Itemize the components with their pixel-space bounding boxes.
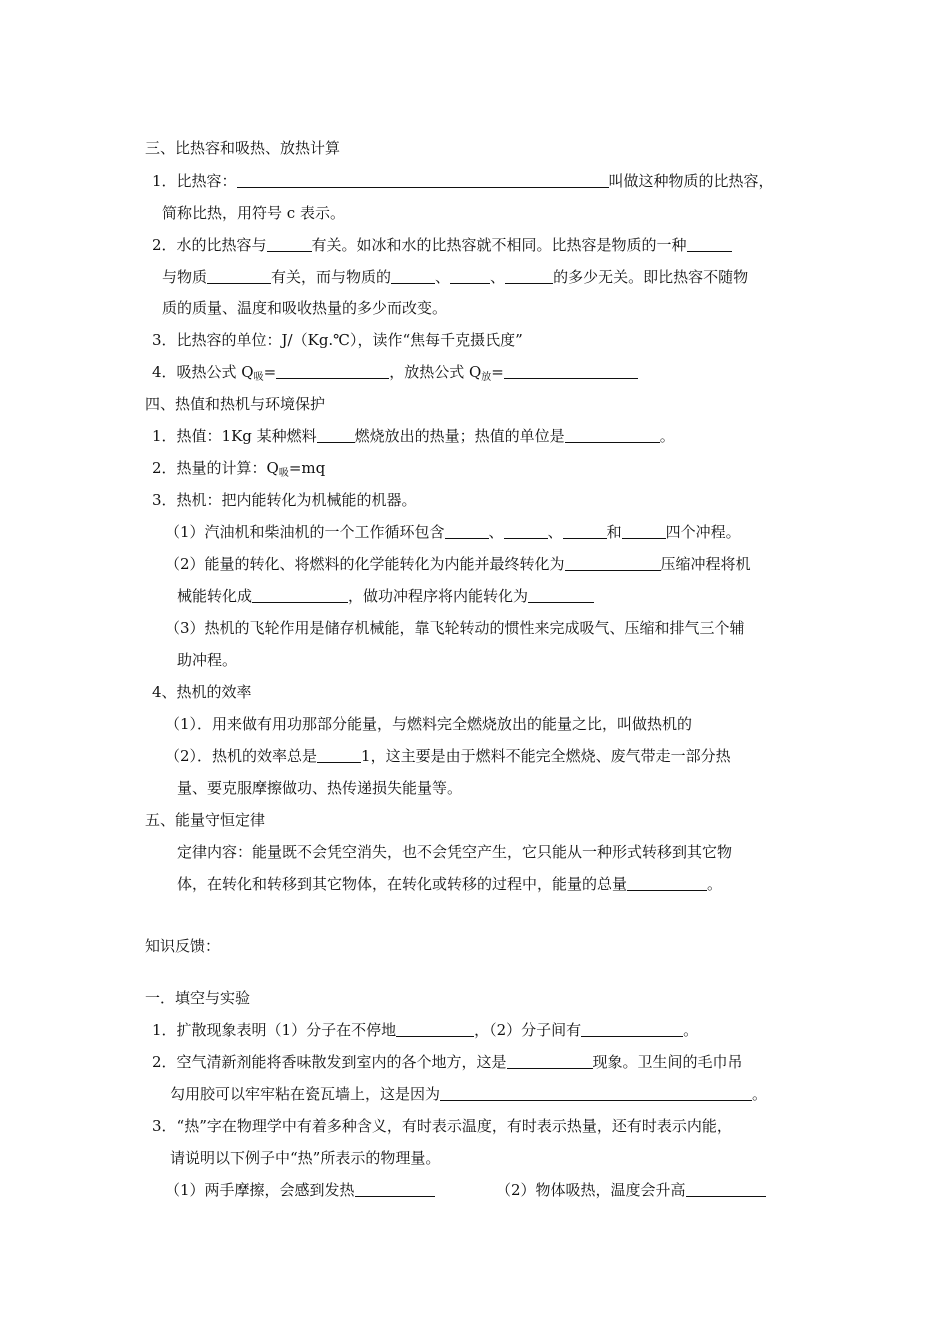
s4-efficiency-2-cont: 量、要克服摩擦做功、热传递损失能量等。 xyxy=(177,779,463,797)
s3-item-2-cont: 与物质 有关，而与物质的 、 、 的多少无关。即比热容不随物 xyxy=(162,268,749,286)
s4-point-1: （1）汽油机和柴油机的一个工作循环包含 、 、 和 四个冲程。 xyxy=(165,523,741,541)
blank xyxy=(622,522,666,539)
blank xyxy=(317,746,361,763)
s4-point-2-cont: 械能转化成 ，做功冲程序将内能转化为 xyxy=(177,585,594,607)
s4-item-1: 1．热值：1Kg 某种燃料 燃烧放出的热量；热值的单位是 。 xyxy=(152,427,675,445)
blank xyxy=(396,1020,474,1037)
blank xyxy=(504,522,548,539)
feedback-q3-cont: 请说明以下例子中“热”所表示的物理量。 xyxy=(170,1149,441,1167)
blank xyxy=(565,554,661,571)
s3-item-2-cont2: 质的质量、温度和吸收热量的多少而改变。 xyxy=(162,299,448,317)
s5-line-1: 定律内容：能量既不会凭空消失，也不会凭空产生，它只能从一种形式转移到其它物 xyxy=(177,843,733,861)
s4-point-3-cont: 助冲程。 xyxy=(177,651,238,669)
s4-item-2: 2．热量的计算：$Q_吸=mq$ xyxy=(152,459,326,479)
feedback-q3: 3．“热”字在物理学中有着多种含义，有时表示温度，有时表示热量，还有时表示内能， xyxy=(152,1117,732,1135)
s3-item-1: 1．比热容： 叫做这种物质的比热容， xyxy=(152,172,774,190)
blank xyxy=(317,426,355,443)
blank xyxy=(252,586,348,603)
blank xyxy=(355,1180,435,1197)
blank xyxy=(237,171,609,188)
feedback-q2-cont: 勾用胶可以牢牢粘在瓷瓦墙上，这是因为 。 xyxy=(170,1085,768,1103)
blank xyxy=(565,426,660,443)
s4-item-4: 4、热机的效率 xyxy=(152,683,252,701)
s3-item-2: 2．水的比热容与 有关。如冰和水的比热容就不相同。比热容是物质的一种 xyxy=(152,234,732,256)
blank xyxy=(450,267,490,284)
section-5-title: 五、能量守恒定律 xyxy=(145,811,266,829)
feedback-q3-part-2: （2）物体吸热，温度会升高 xyxy=(496,1179,766,1201)
s3-item-4: 4．吸热公式 $Q_吸=$ ，放热公式 $Q_放=$ xyxy=(152,361,638,383)
s4-efficiency-1: （1）．用来做有用功那部分能量，与燃料完全燃烧放出的能量之比，叫做热机的 xyxy=(165,715,693,733)
blank xyxy=(507,1052,593,1069)
s4-efficiency-2: （2）．热机的效率总是 1，这主要是由于燃料不能完全燃烧、废气带走一部分热 xyxy=(165,747,731,765)
section-3-title: 三、比热容和吸热、放热计算 xyxy=(145,139,341,157)
s3-item-3: 3．比热容的单位：J/（Kg.℃），读作“焦每千克摄氏度” xyxy=(152,331,523,349)
blank xyxy=(267,235,312,252)
feedback-subtitle: 一．填空与实验 xyxy=(145,989,251,1007)
blank xyxy=(528,586,594,603)
blank xyxy=(207,267,271,284)
feedback-q1: 1．扩散现象表明（1）分子在不停地 ，（2）分子间有 。 xyxy=(152,1021,699,1039)
feedback-q3-part-1: （1）两手摩擦，会感到发热 xyxy=(165,1179,435,1201)
blank xyxy=(440,1084,752,1101)
section-4-title: 四、热值和热机与环境保护 xyxy=(145,395,326,413)
blank xyxy=(445,522,489,539)
feedback-q2: 2．空气清新剂能将香味散发到室内的各个地方，这是 现象。卫生间的毛巾吊 xyxy=(152,1053,743,1071)
blank xyxy=(276,362,389,379)
blank xyxy=(391,267,435,284)
s3-item-1-cont: 简称比热，用符号 c 表示。 xyxy=(162,204,345,222)
s4-point-3: （3）热机的飞轮作用是储存机械能，靠飞轮转动的惯性来完成吸气、压缩和排气三个辅 xyxy=(165,619,745,637)
blank xyxy=(563,522,607,539)
s4-point-2: （2）能量的转化、将燃料的化学能转化为内能并最终转化为 压缩冲程将机 xyxy=(165,555,751,573)
feedback-title: 知识反馈： xyxy=(145,937,221,955)
blank xyxy=(686,1180,766,1197)
s5-line-2: 体，在转化和转移到其它物体，在转化或转移的过程中，能量的总量 。 xyxy=(177,875,723,893)
s4-item-3: 3．热机：把内能转化为机械能的机器。 xyxy=(152,491,417,509)
blank xyxy=(687,235,732,252)
blank xyxy=(581,1020,683,1037)
blank xyxy=(627,874,707,891)
blank xyxy=(504,362,638,379)
blank xyxy=(505,267,553,284)
